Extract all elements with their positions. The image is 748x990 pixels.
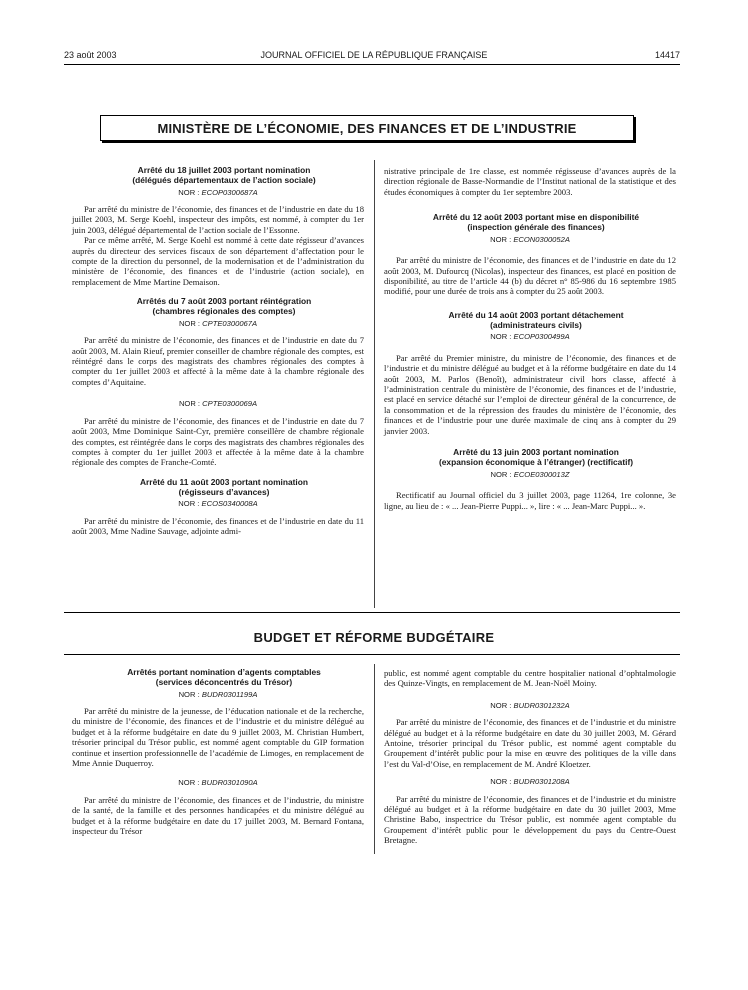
article-paragraph: public, est nommé agent comptable du centre hospitalier national d’ophtalmologie des Quinze-Vingts, en remplacement de M. Jean-Noël Moiny.: [384, 668, 676, 689]
budget-section-title: BUDGET ET RÉFORME BUDGÉTAIRE: [253, 630, 495, 645]
bottom-left-column: [72, 668, 364, 836]
nor-reference: [72, 690, 364, 700]
article-subtitle: (régisseurs d’avances): [178, 486, 270, 497]
page-number: 14417: [654, 50, 680, 60]
nor-reference: [384, 332, 676, 342]
nor-code: ECOS0340008A: [201, 499, 258, 509]
left-column: [72, 166, 364, 537]
article-subtitle: (chambres régionales des comptes): [152, 306, 296, 317]
article-subtitle: (administrateurs civils): [490, 319, 582, 330]
bottom-right-column: [384, 668, 676, 846]
ministry-title-box: [100, 115, 634, 141]
ministry-title: MINISTÈRE DE L’ÉCONOMIE, DES FINANCES ET DE L’INDUSTRIE: [157, 120, 577, 136]
article-subtitle: (expansion économique à l’étranger) (rectificatif): [438, 456, 634, 467]
nor-code: ECOP0300499A: [513, 332, 570, 342]
nor-code: CPTE0300069A: [202, 399, 258, 409]
right-column: [384, 166, 676, 511]
nor-code: BUDR0301199A: [201, 689, 258, 699]
article-subtitle: (services déconcentrés du Trésor): [155, 676, 293, 687]
nor-code: ECON0300052A: [513, 234, 570, 244]
article-title: Arrêté du 18 juillet 2003 portant nomination: [137, 165, 311, 175]
article-subtitle: (délégués départementaux de l’action sociale): [132, 174, 316, 185]
nor-label: NOR :: [178, 778, 200, 788]
nor-reference: [384, 235, 676, 245]
article-paragraph: Par arrêté du ministre de l’économie, des finances et de l’industrie, du ministre de la santé, de la famille et des personnes handicapées et du ministre délégué au budget et à la réforme budgétaire en date du 17 juillet 2003, M. Bernard Fontana, inspecteur du Trésor: [72, 794, 364, 837]
article-title: Arrêté du 12 août 2003 portant mise en disponibilité: [432, 212, 640, 223]
nor-reference: [384, 777, 676, 787]
article-title: Arrêtés du 7 août 2003 portant réintégration: [136, 296, 312, 307]
article-title: Arrêté du 14 août 2003 portant détachement: [448, 309, 624, 320]
article-paragraph: Par arrêté du ministre de la jeunesse, de l’éducation nationale et de la recherche, du ministre de l’économie, des finances et de l’industrie et du ministre délégué au budget et à la réforme budgétaire en date du 9 juillet 2003, M. Christian Humbert, trésorier principal du Trésor public, est nommé agent comptable du GIP formation continue et insertion professionnelle de l’académie de Limoges, en remplacement de Mme Annie Duquerroy.: [72, 706, 364, 769]
article-paragraph: Par ce même arrêté, M. Serge Koehl est nommé à cette date régisseur d’avances auprès du directeur des services fiscaux de son département d’affectation pour le compte de la direction du personnel, de la modernisation et de l’administration du ministère de l’économie, des finances et de l’industrie (action sociale), en remplacement de Mme Martine Demaison.: [72, 235, 364, 287]
section-separator: [64, 654, 680, 655]
nor-code: ECOE0300013Z: [513, 469, 570, 479]
article-subtitle: (inspection générale des finances): [467, 222, 605, 233]
nor-label: NOR :: [490, 700, 512, 710]
article-paragraph: Par arrêté du Premier ministre, du ministre de l’économie, des finances et de l’industrie et du ministre délégué au budget et à la réforme budgétaire en date du 14 août 2003, M. Parlos (Benoît), administrateur civil hors classe, affecté à l’administration centrale du ministère de l’économie, des finances et de l’industrie, est placé en service détaché sur l’emploi de directeur général de la concurrence, de la consommation et de la répression des fraudes du ministère de l’économie, des finances et de l’industrie pour une durée maximale de cinq ans à compter du 29 janvier 2003.: [384, 352, 676, 436]
nor-label: NOR :: [490, 234, 512, 244]
journal-title: JOURNAL OFFICIEL DE LA RÉPUBLIQUE FRANÇAISE: [260, 50, 488, 60]
nor-reference: [384, 470, 676, 480]
article-title: Arrêté du 11 août 2003 portant nomination: [140, 476, 308, 487]
nor-label: NOR :: [178, 318, 201, 328]
page-date: 23 août 2003: [64, 50, 117, 60]
nor-label: NOR :: [178, 187, 200, 197]
article-paragraph: Rectificatif au Journal officiel du 3 juillet 2003, page 11264, 1re colonne, 3e ligne, au lieu de : « ... Jean-Pierre Puppi... », lire : « ... Jean-Marc Puppi... ».: [384, 490, 676, 511]
article-paragraph: nistrative principale de 1re classe, est nommée régisseuse d’avances auprès de la direction régionale de Basse-Normandie de l’Institut national de la statistique et des études économiques à compter du 1er septembre 2003.: [384, 166, 676, 197]
article-paragraph: Par arrêté du ministre de l’économie, des finances et de l’industrie et du ministre délégué au budget et à la réforme budgétaire en date du 30 juillet 2003, Mme Christine Babo, inspectrice du Trésor public, est nommée agent comptable du Groupement d’intérêt public pour le développement du pays du Centre-Ouest Bretagne.: [384, 793, 676, 846]
nor-reference: [384, 701, 676, 711]
nor-label: NOR :: [490, 777, 512, 787]
header-rule: [64, 64, 680, 65]
article-paragraph: Par arrêté du ministre de l’économie, des finances et de l’industrie en date du 18 juillet 2003, M. Serge Koehl, inspecteur des impôts, est nommé, à compter du 1er juin 2003, délégué départemental de l’action sociale de l’Essonne.: [72, 204, 364, 235]
nor-reference: [72, 319, 364, 329]
nor-label: NOR :: [490, 332, 512, 342]
nor-label: NOR :: [178, 499, 200, 509]
nor-code: ECOP0300687A: [201, 187, 258, 197]
nor-reference: [72, 499, 364, 509]
nor-reference: [72, 188, 364, 198]
nor-label: NOR :: [178, 399, 201, 409]
nor-code: BUDR0301208A: [513, 777, 570, 787]
nor-code: CPTE0300067A: [202, 318, 258, 328]
article-paragraph: Par arrêté du ministre de l’économie, des finances et de l’industrie et du ministre délégué au budget et à la réforme budgétaire en date du 30 juillet 2003, M. Gérard Antoine, trésorier principal du Trésor public, est nommé agent comptable du Groupement d’intérêt public pour la mise en œuvre des politiques de la ville dans l’est du Val-d’Oise, en remplacement de M. André Kloetzer.: [384, 717, 676, 769]
article-title: Arrêté du 13 juin 2003 portant nomination: [453, 447, 619, 458]
nor-code: BUDR0301232A: [513, 700, 570, 710]
article-paragraph: Par arrêté du ministre de l’économie, des finances et de l’industrie en date du 7 août 2003, M. Alain Rieuf, premier conseiller de chambre régionale des comptes, est réintégré dans le corps des magistrats des chambres régionales des comptes à compter du 1er juillet 2003 et affecté à la même date à la chambre régionale des comptes d’Aquitaine.: [72, 335, 364, 387]
column-divider: [374, 664, 375, 854]
article-paragraph: Par arrêté du ministre de l’économie, des finances et de l’industrie en date du 7 août 2003, Mme Dominique Saint-Cyr, première conseillère de chambre régionale des comptes, est réintégrée dans le corps des magistrats des chambres régionales des comptes à compter du 1er juillet 2003 et affectée à la même date à la chambre régionale des comptes de Franche-Comté.: [72, 415, 364, 468]
article-title: Arrêtés portant nomination d’agents comptables: [127, 667, 321, 677]
article-paragraph: Par arrêté du ministre de l’économie, des finances et de l’industrie en date du 12 août 2003, M. Dufourcq (Nicolas), inspecteur des finances, est placé en position de disponibilité, au titre de l’article 44 (b) du décret n° 85-986 du 16 septembre 1985 modifié, pour une durée de trois ans à compter du 25 août 2003.: [384, 255, 676, 297]
nor-reference: [72, 399, 364, 409]
section-separator: [64, 612, 680, 613]
nor-code: BUDR0301090A: [201, 778, 258, 788]
article-paragraph: Par arrêté du ministre de l’économie, des finances et de l’industrie en date du 11 août 2003, Mme Nadine Sauvage, adjointe admi-: [72, 515, 364, 537]
column-divider: [374, 160, 375, 608]
nor-label: NOR :: [178, 689, 200, 699]
nor-reference: [72, 778, 364, 788]
nor-label: NOR :: [490, 469, 512, 479]
